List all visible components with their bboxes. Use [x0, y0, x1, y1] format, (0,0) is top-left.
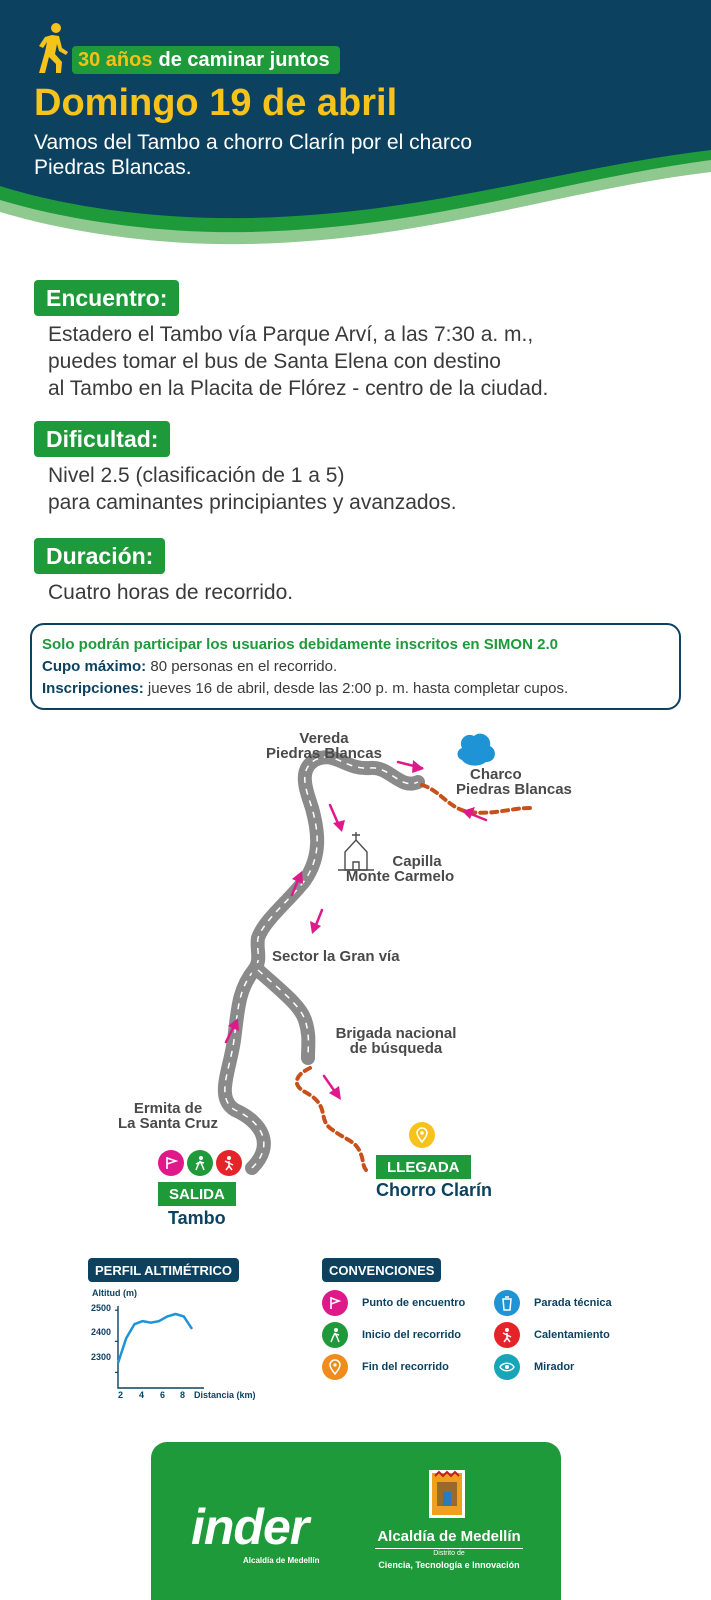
capilla-label-line-2: Monte Carmelo	[345, 868, 455, 885]
flag-icon	[322, 1290, 348, 1316]
page-subtitle: Vamos del Tambo a chorro Clarín por el charco Piedras Blancas.	[34, 131, 473, 179]
route-road-branch	[258, 970, 308, 1058]
end-route-icon	[409, 1122, 435, 1148]
y-tick-2500: 2500	[91, 1303, 112, 1313]
alcaldia-distrito: Distrito de	[433, 1550, 465, 1557]
duracion-label: Duración:	[34, 538, 165, 574]
capilla-label	[334, 854, 466, 884]
direction-arrow-7	[324, 1076, 341, 1100]
legend-title: CONVENCIONES	[322, 1258, 441, 1282]
legend-item	[322, 1322, 461, 1348]
ermita-label-line-2: La Santa Cruz	[117, 1115, 219, 1132]
vereda-label	[254, 731, 394, 761]
walker-icon	[322, 1322, 348, 1348]
charco-lake-icon	[458, 734, 495, 766]
warm-up-icon	[216, 1150, 242, 1176]
stretch-icon	[494, 1322, 520, 1348]
charco-label-line-2: Piedras Blancas	[456, 781, 572, 798]
alcaldia-divider	[375, 1548, 523, 1549]
vereda-label-line-2: Piedras Blancas	[266, 745, 382, 762]
dificultad-line-1: Nivel 2.5 (clasificación de 1 a 5)	[48, 464, 345, 487]
bin-icon	[494, 1290, 520, 1316]
charco-label	[456, 767, 606, 797]
encuentro-label: Encuentro:	[34, 280, 179, 316]
medellin-shield-icon	[425, 1468, 469, 1524]
eye-icon	[494, 1354, 520, 1380]
dificultad-label: Dificultad:	[34, 421, 170, 457]
footer	[151, 1442, 561, 1600]
legend-item	[494, 1322, 610, 1348]
brigada-label-line-1: Brigada nacional	[335, 1025, 457, 1042]
elevation-line	[118, 1314, 192, 1363]
direction-arrow-1	[398, 760, 424, 773]
legend-item-label: Fin del recorrido	[362, 1361, 449, 1373]
salida-place: Tambo	[168, 1208, 226, 1228]
capilla-label-line-1: Capilla	[392, 853, 442, 870]
y-tick-2300: 2300	[91, 1352, 112, 1362]
cupo-label: Cupo máximo:	[42, 658, 147, 675]
start-route-icon	[187, 1150, 213, 1176]
llegada-badge: LLEGADA	[376, 1155, 471, 1179]
notice-inscripciones	[42, 678, 669, 700]
elevation-profile-chart	[86, 1286, 266, 1396]
x-tick-8: 8	[180, 1390, 186, 1400]
pin-icon	[322, 1354, 348, 1380]
x-tick-2: 2	[118, 1390, 124, 1400]
profile-title: PERFIL ALTIMÉTRICO	[88, 1258, 239, 1282]
y-tick-2400: 2400	[91, 1327, 112, 1337]
page-title: Domingo 19 de abril	[34, 82, 398, 124]
encuentro-line-1: Estadero el Tambo vía Parque Arví, a las 7:30 a. m.,	[48, 323, 534, 346]
sector-label: Sector la Gran vía	[272, 948, 400, 965]
legend-item-label: Inicio del recorrido	[362, 1329, 462, 1341]
direction-arrow-5	[310, 910, 322, 934]
walker-icon	[34, 22, 70, 74]
profile-ylabel: Altitud (m)	[92, 1288, 137, 1298]
encuentro-line-3: al Tambo en la Placita de Flórez - centro de la ciudad.	[48, 377, 549, 400]
legend-item	[494, 1354, 574, 1380]
vereda-label-line-1: Vereda	[299, 730, 349, 747]
legend-item-label: Calentamiento	[534, 1329, 610, 1341]
notice-cupo	[42, 656, 669, 678]
salida-badge: SALIDA	[158, 1182, 236, 1206]
llegada-place: Chorro Clarín	[376, 1180, 493, 1200]
encuentro-line-2: puedes tomar el bus de Santa Elena con destino	[48, 350, 501, 373]
direction-arrow-3	[330, 805, 345, 832]
legend-item	[494, 1290, 612, 1316]
inder-logo: inder	[191, 1499, 309, 1555]
anniversary-years: 30 años	[78, 48, 153, 71]
brigada-label	[322, 1026, 470, 1056]
dificultad-line-2: para caminantes principiantes y avanzados.	[48, 491, 457, 514]
legend-item-label: Mirador	[534, 1361, 575, 1373]
notice-headline: Solo podrán participar los usuarios debidamente inscritos en SIMON 2.0	[42, 636, 558, 653]
alcaldia-title: Alcaldía de Medellín	[377, 1528, 521, 1545]
legend-item-label: Punto de encuentro	[362, 1297, 466, 1309]
meeting-point-icon	[158, 1150, 184, 1176]
legend-item	[322, 1290, 465, 1316]
x-tick-4: 4	[139, 1390, 145, 1400]
registration-notice	[30, 623, 681, 710]
brigada-label-line-2: de búsqueda	[349, 1040, 443, 1057]
charco-label-line-1: Charco	[470, 766, 522, 783]
alcaldia-subtitle: Ciencia, Tecnología e Innovación	[378, 1560, 520, 1570]
trail-chorro	[297, 1068, 366, 1170]
cupo-value: 80 personas en el recorrido.	[150, 658, 338, 675]
inder-logo-sub: Alcaldía de Medellín	[243, 1556, 320, 1565]
anniversary-text: de caminar juntos	[158, 48, 330, 71]
legend-item-label: Parada técnica	[534, 1297, 612, 1309]
anniversary-badge	[72, 46, 340, 74]
duracion-line-1: Cuatro horas de recorrido.	[48, 581, 294, 604]
x-tick-6: 6	[160, 1390, 166, 1400]
inscripciones-value: jueves 16 de abril, desde las 2:00 p. m. hasta completar cupos.	[147, 680, 569, 697]
ermita-label	[108, 1101, 228, 1131]
ermita-label-line-1: Ermita de	[133, 1100, 203, 1117]
inscripciones-label: Inscripciones:	[42, 680, 144, 697]
legend-item	[322, 1354, 449, 1380]
profile-xlabel: Distancia (km)	[194, 1390, 256, 1400]
